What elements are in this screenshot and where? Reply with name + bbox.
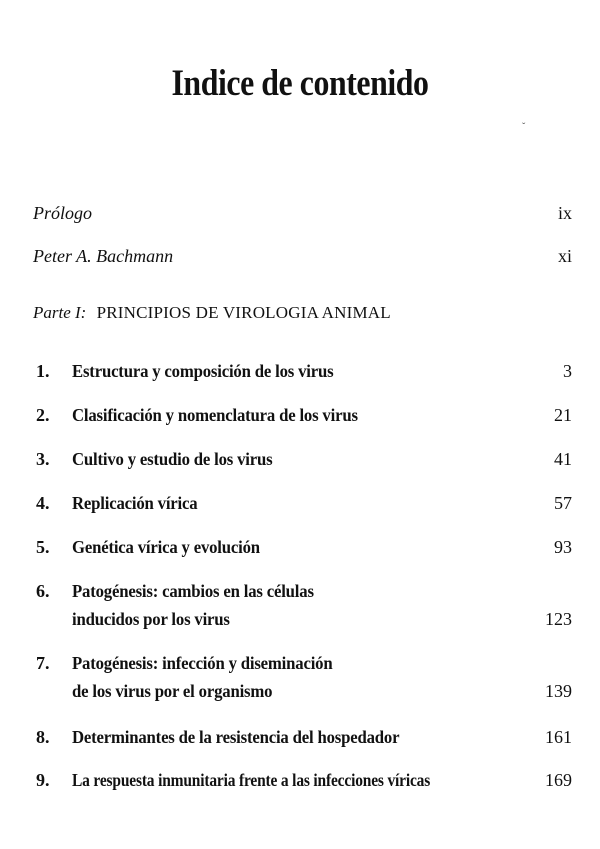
chapter-title: La respuesta inmunitaria frente a las infecciones víricas <box>72 770 431 790</box>
chapter-page: 93 <box>554 537 572 557</box>
chapter-number: 6. <box>36 581 50 601</box>
scan-speck: ˇ <box>522 122 526 133</box>
toc-entry-author <box>33 246 572 267</box>
chapter-page: 3 <box>563 361 572 381</box>
chapter-page: 57 <box>554 493 572 513</box>
chapter-title: Replicación vírica <box>72 493 198 513</box>
chapter-title: Cultivo y estudio de los virus <box>72 449 273 469</box>
chapter-number: 9. <box>36 770 50 790</box>
toc-entry-label: Prólogo <box>33 203 93 223</box>
toc-entry-prologo <box>33 203 572 224</box>
chapter-page: 123 <box>545 609 572 629</box>
chapter-title: Determinantes de la resistencia del hospedador <box>72 727 400 747</box>
toc-entry-page: ix <box>557 203 572 223</box>
chapter-page: 41 <box>554 449 572 469</box>
chapter-title: Estructura y composición de los virus <box>72 361 334 381</box>
page-title: Indice de contenido <box>171 63 429 104</box>
chapter-page: 139 <box>545 681 572 701</box>
chapter-title-continued: de los virus por el organismo <box>72 681 273 701</box>
part-heading <box>33 303 391 323</box>
chapter-number: 5. <box>36 537 50 557</box>
chapter-number: 1. <box>36 361 50 381</box>
chapter-page: 169 <box>545 770 572 790</box>
chapter-number: 2. <box>36 405 50 425</box>
chapter-title: Clasificación y nomenclatura de los virus <box>72 405 358 425</box>
chapter-number: 8. <box>36 727 50 747</box>
chapter-title: Patogénesis: infección y diseminación <box>72 653 333 673</box>
chapter-page: 161 <box>545 727 572 747</box>
chapter-title: Patogénesis: cambios en las células <box>72 581 314 601</box>
chapter-page: 21 <box>554 405 572 425</box>
chapter-number: 3. <box>36 449 50 469</box>
chapter-title-continued: inducidos por los virus <box>72 609 230 629</box>
chapter-title: Genética vírica y evolución <box>72 537 260 557</box>
part-prefix: Parte I: <box>33 303 87 322</box>
chapter-number: 4. <box>36 493 50 513</box>
chapter-number: 7. <box>36 653 50 673</box>
toc-entry-label: Peter A. Bachmann <box>33 246 174 266</box>
part-name: PRINCIPIOS DE VIROLOGIA ANIMAL <box>96 303 391 322</box>
toc-entry-page: xi <box>557 246 572 266</box>
